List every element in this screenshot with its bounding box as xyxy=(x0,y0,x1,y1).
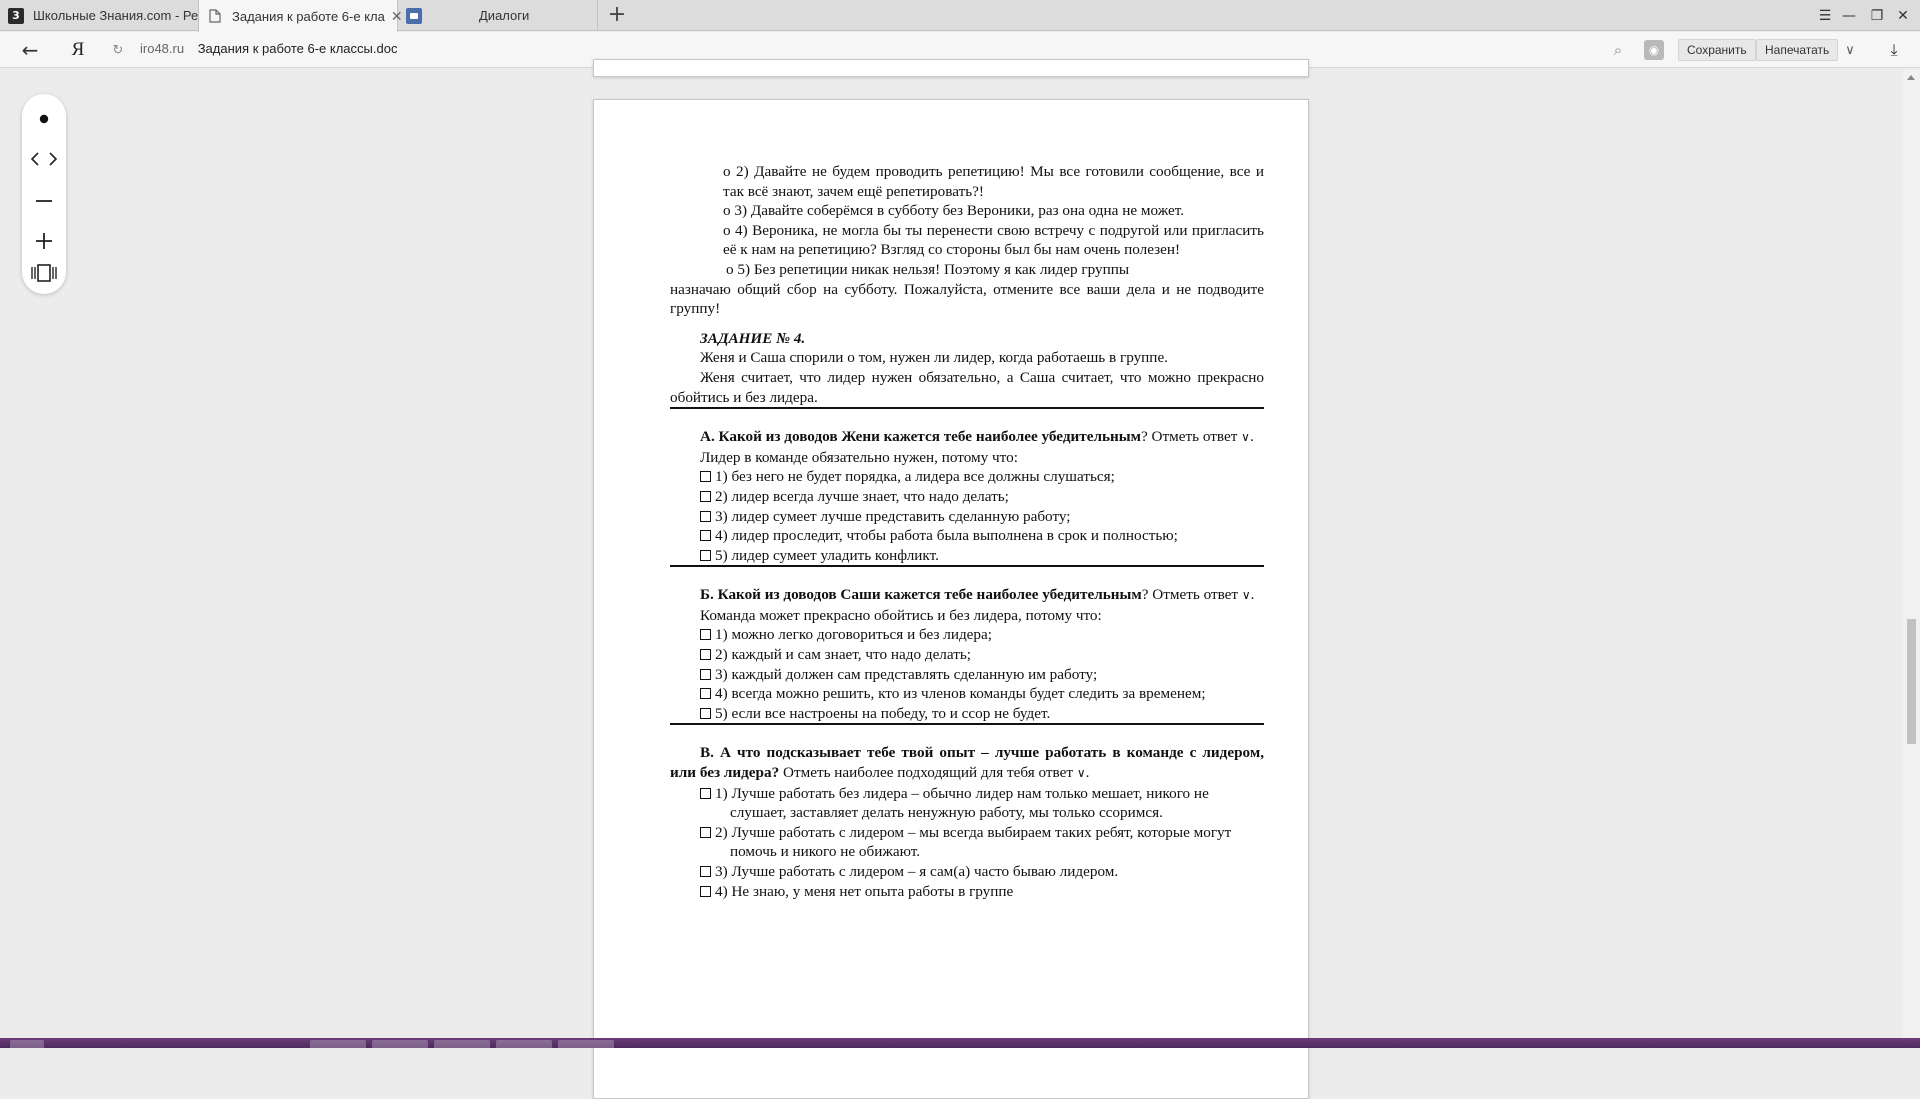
section-a-option[interactable]: 2) лидер всегда лучше знает, что надо делать; xyxy=(670,487,1264,507)
checkbox-icon xyxy=(700,491,711,502)
zoom-out-icon[interactable] xyxy=(22,184,66,218)
zoom-in-icon[interactable] xyxy=(22,224,66,258)
os-taskbar xyxy=(0,1038,1920,1048)
search-icon[interactable]: ⌕ xyxy=(1613,41,1623,59)
print-button[interactable]: Напечатать xyxy=(1756,39,1838,61)
download-icon[interactable]: ⤓ xyxy=(1890,40,1898,59)
fit-page-icon[interactable] xyxy=(22,256,66,290)
document-icon xyxy=(207,8,223,24)
section-v-option[interactable]: 3) Лучше работать с лидером – я сам(а) часто бываю лидером. xyxy=(670,862,1264,882)
answer-option-4: о 4) Вероника, не могла бы ты перенести свою встречу с подругой или пригласить её к нам на репетицию? Взгляд со стороны был бы нам очень полезен! xyxy=(723,221,1264,259)
restore-button[interactable]: ❐ xyxy=(1870,7,1884,24)
checkbox-icon xyxy=(700,471,711,482)
document-page xyxy=(593,99,1309,1099)
document-content xyxy=(670,162,1264,901)
new-tab-button[interactable]: + xyxy=(607,2,627,27)
minimize-button[interactable]: — xyxy=(1842,7,1856,24)
url-field[interactable] xyxy=(140,41,397,56)
section-b-option[interactable]: 3) каждый должен сам представлять сделанную им работу; xyxy=(670,665,1264,685)
taskbar-app[interactable] xyxy=(310,1040,366,1048)
checkbox-icon xyxy=(700,688,711,699)
viewer-toolbar xyxy=(22,94,66,294)
checkbox-icon xyxy=(700,629,711,640)
task-heading: ЗАДАНИЕ № 4. xyxy=(700,329,806,347)
pointer-tool-icon[interactable] xyxy=(22,102,66,136)
tab-title: Диалоги xyxy=(479,8,530,23)
tab-dialogi[interactable] xyxy=(398,0,598,31)
checkbox-icon xyxy=(700,530,711,541)
section-a-option[interactable]: 4) лидер проследит, чтобы работа была выполнена в срок и полностью; xyxy=(670,526,1264,546)
section-b-option[interactable]: 2) каждый и сам знает, что надо делать; xyxy=(670,645,1264,665)
menu-icon[interactable]: ☰ xyxy=(1818,7,1832,24)
tab-title: Задания к работе 6-е кла xyxy=(232,8,385,24)
section-a-lead: Лидер в команде обязательно нужен, потому что: xyxy=(700,448,1018,466)
section-b-option[interactable]: 5) если все настроены на победу, то и ссор не будет. xyxy=(670,704,1264,726)
document-viewer xyxy=(0,69,1920,1038)
checkbox-icon xyxy=(700,511,711,522)
dialogs-icon xyxy=(406,8,422,24)
save-button[interactable]: Сохранить xyxy=(1678,39,1756,61)
checkbox-icon xyxy=(700,788,711,799)
task-intro-2: Женя считает, что лидер нужен обязательно, а Саша считает, что можно прекрасно обойтись и без лидера. xyxy=(670,368,1264,409)
checkbox-icon xyxy=(700,866,711,877)
checkmark-icon: ∨ xyxy=(1241,588,1251,603)
section-b-option[interactable]: 1) можно легко договориться и без лидера; xyxy=(670,625,1264,645)
tab-title: Школьные Знания.com - Ре xyxy=(33,8,199,23)
section-b-option[interactable]: 4) всегда можно решить, кто из членов команды будет следить за временем; xyxy=(670,684,1264,704)
znanija-favicon-icon: 3 xyxy=(8,8,24,24)
answer-option-3: о 3) Давайте соберёмся в субботу без Вероники, раз она одна не может. xyxy=(723,202,1185,220)
url-domain: iro48.ru xyxy=(140,41,185,56)
section-b-lead: Команда может прекрасно обойтись и без лидера, потому что: xyxy=(700,606,1102,624)
checkbox-icon xyxy=(700,649,711,660)
checkbox-icon xyxy=(700,827,711,838)
start-button[interactable] xyxy=(10,1040,44,1048)
checkbox-icon xyxy=(700,708,711,719)
reload-icon[interactable]: ↻ xyxy=(112,42,124,58)
section-v-option[interactable]: 4) Не знаю, у меня нет опыта работы в группе xyxy=(670,882,1264,902)
taskbar-app[interactable] xyxy=(558,1040,614,1048)
scroll-up-icon[interactable] xyxy=(1907,75,1915,80)
taskbar-app[interactable] xyxy=(434,1040,490,1048)
section-a-option[interactable]: 5) лидер сумеет уладить конфликт. xyxy=(670,546,1264,568)
section-v-question: В. А что подсказывает тебе твой опыт – лучше работать в команде с лидером, или без лидера? Отметь наиболее подходящий для тебя ответ ∨. xyxy=(670,744,1264,782)
tab-strip xyxy=(0,0,1920,31)
section-a-option[interactable]: 3) лидер сумеет лучше представить сделанную работу; xyxy=(670,507,1264,527)
previous-page xyxy=(593,59,1309,77)
checkbox-icon xyxy=(700,886,711,897)
section-v-option[interactable]: 2) Лучше работать с лидером – мы всегда выбираем таких ребят, которые могут помочь и никого не обижают. xyxy=(670,823,1264,862)
task-intro: Женя и Саша спорили о том, нужен ли лидер, когда работаешь в группе. xyxy=(700,349,1168,367)
checkbox-icon xyxy=(700,669,711,680)
checkmark-icon: ∨ xyxy=(1076,766,1086,781)
section-a-option[interactable]: 1) без него не будет порядка, а лидера все должны слушаться; xyxy=(670,467,1264,487)
taskbar-app[interactable] xyxy=(372,1040,428,1048)
tab-shkolnye-znaniya[interactable] xyxy=(0,0,198,31)
yandex-logo-icon[interactable]: Я xyxy=(71,39,85,60)
taskbar-app[interactable] xyxy=(496,1040,552,1048)
vertical-scrollbar[interactable] xyxy=(1903,69,1920,1038)
protect-icon[interactable]: ◉ xyxy=(1644,40,1664,60)
section-b-question: Б. Какой из доводов Саши кажется тебе наиболее убедительным? Отметь ответ ∨. xyxy=(700,586,1255,604)
close-window-button[interactable]: ✕ xyxy=(1897,7,1909,24)
chevron-down-icon[interactable]: ∨ xyxy=(1845,42,1855,58)
scrollbar-thumb[interactable] xyxy=(1907,619,1916,744)
back-arrow-icon[interactable]: ← xyxy=(21,38,39,62)
checkmark-icon: ∨ xyxy=(1241,430,1250,445)
answer-option-2: о 2) Давайте не будем проводить репетицию! Мы все готовили сообщение, все и так всё знают, зачем ещё репетировать?! xyxy=(723,163,1264,200)
checkbox-icon xyxy=(700,550,711,561)
close-tab-icon[interactable]: ✕ xyxy=(390,7,403,24)
page-navigation-icon[interactable] xyxy=(22,142,66,176)
section-a-question: А. Какой из доводов Жени кажется тебе наиболее убедительным? Отметь ответ ∨. xyxy=(700,428,1254,446)
answer-option-5-continued: назначаю общий сбор на субботу. Пожалуйста, отмените все ваши дела и не подводите группу! xyxy=(670,280,1264,318)
section-v-option[interactable]: 1) Лучше работать без лидера – обычно лидер нам только мешает, никого не слушает, заставляет делать ненужную работу, мы только ссоримся. xyxy=(670,784,1264,823)
answer-option-5: о 5) Без репетиции никак нельзя! Поэтому я как лидер группы xyxy=(726,260,1130,278)
url-page-title: Задания к работе 6-е классы.doc xyxy=(197,41,398,56)
tab-document-active[interactable] xyxy=(198,0,403,32)
